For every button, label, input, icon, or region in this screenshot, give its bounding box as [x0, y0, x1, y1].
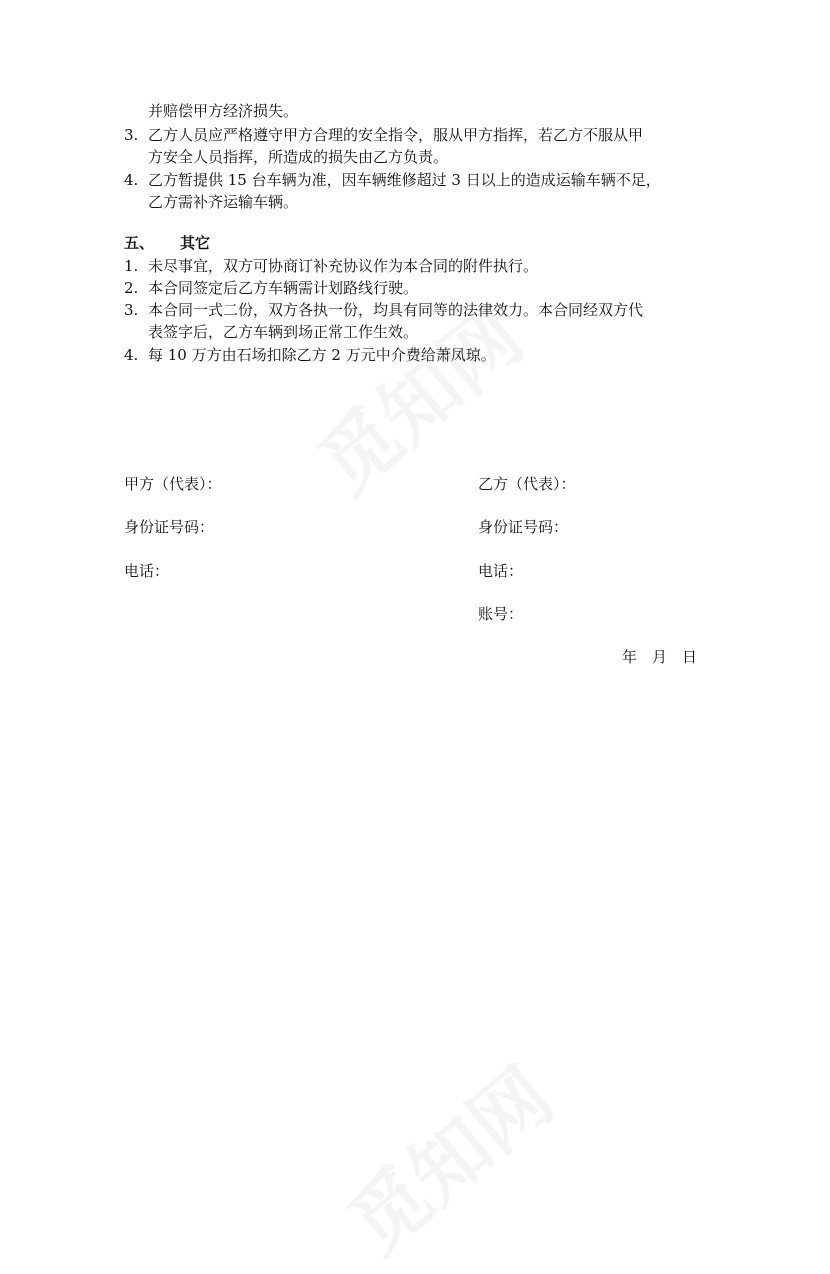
clause-item-number: 3.: [124, 126, 139, 144]
clause-item-number: 1.: [124, 257, 139, 275]
section-number: 五、: [124, 234, 155, 252]
section-heading: [124, 233, 210, 253]
clause-item-text: 本合同一式二份，双方各执一份，均具有同等的法律效力。本合同经双方代: [148, 301, 644, 319]
clause-item-number: 4.: [124, 171, 139, 189]
clause-item-text: 乙方人员应严格遵守甲方合理的安全指令，服从甲方指挥，若乙方不服从甲: [148, 126, 644, 144]
clause-item-text: 表签字后，乙方车辆到场正常工作生效。: [148, 323, 419, 341]
clause-item-text: 每 10 万方由石场扣除乙方 2 万元中介费给萧凤琼。: [148, 346, 496, 364]
party-a-label: 甲方（代表）：: [124, 475, 222, 493]
party-b-label: 乙方（代表）：: [478, 475, 576, 493]
party-b-account-label: 账号：: [478, 605, 524, 623]
clause-item-text: 未尽事宜，双方可协商订补充协议作为本合同的附件执行。: [148, 257, 539, 275]
clause-item-text: 并赔偿甲方经济损失。: [148, 102, 299, 120]
clause-item-number: 4.: [124, 346, 139, 364]
date-line: 年 月 日: [622, 648, 698, 666]
watermark: [321, 1038, 572, 1274]
clause-item-text: 本合同签定后乙方车辆需计划路线行驶。: [148, 279, 419, 297]
clause-item-number: 3.: [124, 301, 139, 319]
clause-item-number: 2.: [124, 279, 139, 297]
clause-item-text: 乙方暂提供 15 台车辆为准，因车辆维修超过 3 日以上的造成运输车辆不足，: [148, 171, 661, 189]
party-b-phone-label: 电话：: [478, 562, 524, 580]
clause-item-text: 乙方需补齐运输车辆。: [148, 193, 299, 211]
clause-item-text: 方安全人员指挥，所造成的损失由乙方负责。: [148, 148, 449, 166]
party-b-id-label: 身份证号码：: [478, 518, 569, 536]
section-title: 其它: [180, 234, 211, 252]
party-a-phone-label: 电话：: [124, 562, 170, 580]
party-a-id-label: 身份证号码：: [124, 518, 215, 536]
